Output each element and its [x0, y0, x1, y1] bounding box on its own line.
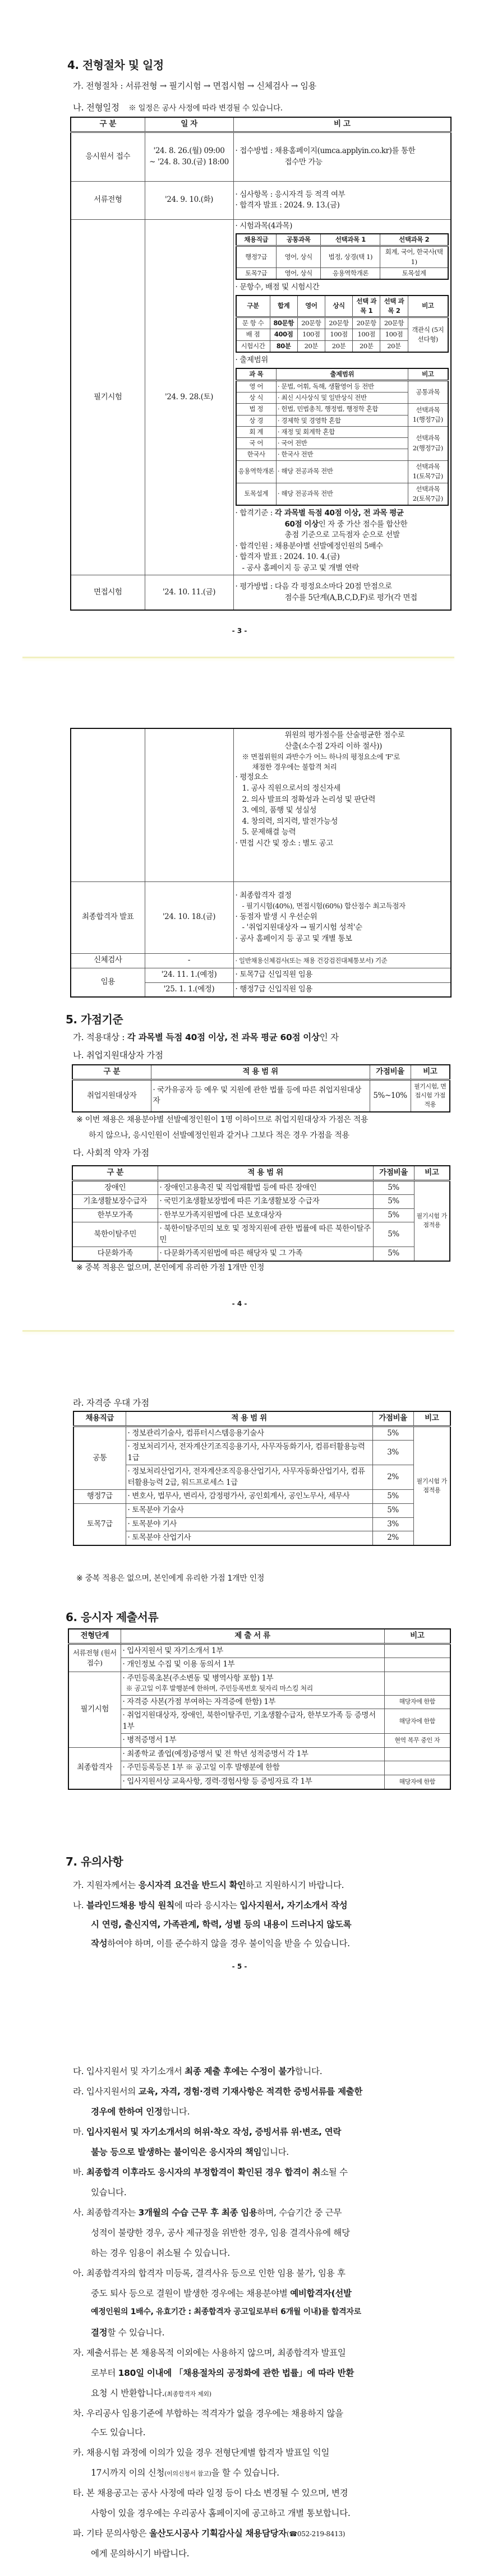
- notice-na-2: 시 연령, 출신지역, 가족관계, 학력, 성별 등의 내용이 드러나지 않도록: [91, 1919, 352, 1929]
- table-row: · 병적증명서 1부 현역 복무 중인 자: [68, 1734, 450, 1748]
- table-row: 법 정 · 헌법, 민법총칙, 행정법, 행정학 혼합 선택과목 1(행정7급): [236, 404, 449, 415]
- table-row: 취업지원대상자 · 국가유공자 등 예우 및 지원에 관한 법률 등에 따른 취업지원대상자 5%~10% 필기시험, 면접시험 가점적용: [72, 1079, 450, 1112]
- notice-ra-2: 경우에 한하여 인정합니다.: [91, 2107, 190, 2117]
- table-row: 배 점 400점 100점 100점 100점 100점: [236, 329, 449, 340]
- notice-ka-1: 카. 채용시험 과정에 이의가 있을 경우 전형단계별 합격자 발표일 익일: [73, 2448, 330, 2458]
- table-row: 한부모가족 · 한부모가족지원법에 다른 보호대상자 5%: [72, 1208, 450, 1222]
- announce-sub: - 공사 홈페이지 등 공고 및 개별 연락: [242, 563, 359, 573]
- notes-cell: · 시험과목(4과목) 채용직급 공통과목 선택과목 1 선택과목 2 행정7급 영어, 상식 법정, 상경(택 1) 회계, 국어, 한국사(택 1) 토목7급 영어, 상식 응용역학개론 토목설계 · 문항수, 배점 및 시험시간 구분 합계 영어 상식 선택 과목 1 선택 과목 2 비고 문 항 수 80문항 20문항 20문항 20문항 20문항 객관식 (5지 선다형) 배 점 400점 100점 100점 100점 100점 시험시간 80분 20분 20분 20분 20분 · 출제범위 과 목 출제범위 비고 영 어 · 문법, 어휘, 독해, 생활영어 등 전반 공통과목 상 식 · 최신 시사상식 및 일반상식 전반 법 정 · 헌법, 민법총칙, 행정법, 행정학 혼합 선택과목 1(행정7급) 상 경 · 경제학 및 경영학 혼합 회 계 · 재정 및 회계학 혼합 선택과목 2(행정7급) 국 어 · 국어 전반 한국사 · 한국사 전반 응용역학개론 · 해당 전공과목 전반 선택과목 1(토목7급) 토목설계 · 해당 전공과목 전반 선택과목 2(토목7급) · 합격기준 : 각 과목별 득점 40점 이상, 전 과목 평균 60점 이상인 자 중 가산 점수를 합산한 총점 기준으로 고득점자 순으로 선발 · 합격인원 : 채용분야별 선발예정인원의 5배수 · 합격자 발표 : 2024. 10. 4.(금) - 공사 홈페이지 등 공고 및 개별 연락: [233, 219, 451, 575]
- table-row-physical: 신체검사 - · 일반채용신체검사(또는 채용 건강검진대체통보서) 기준: [71, 953, 451, 968]
- employment-note-1: ※ 이번 채용은 채용분야별 선발예정인원이 1명 이하이므로 취업지원대상자 가점은 적용: [76, 1115, 369, 1124]
- notice-ja-2: 로부터 180일 이내에 「채용절차의 공정화에 관한 법률」에 따라 반환: [91, 2368, 354, 2378]
- subjects-table: 채용직급 공통과목 선택과목 1 선택과목 2 행정7급 영어, 상식 법정, 상경(택 1) 회계, 국어, 한국사(택 1) 토목7급 영어, 상식 응용역학개론 토목설계: [236, 233, 449, 280]
- cert-label: 라. 자격증 우대 가점: [73, 1398, 149, 1408]
- table-row: 영 어 · 문법, 어휘, 독해, 생활영어 등 전반 공통과목: [236, 380, 449, 392]
- notice-cha-1: 차. 우리공사 임용기준에 부합하는 적격자가 없을 경우에는 채용하지 않을: [73, 2408, 343, 2418]
- documents-table: 전형단계 제 출 서 류 비고 서류전형 (원서접수) · 입사지원서 및 자기소개서 1부 · 개인정보 수집 및 이용 동의서 1부 필기시험 · 주민등록초본(주소변동 및 병역사항 포함) 1부 ※ 공고일 이후 발행분에 한하며, 주민등록번호 뒷자리 마스킹 처리 · 자격증 사본(가점 부여하는 자격증에 한함) 1부 해당자에 한함 · 취업지원대상자, 장애인, 북한이탈주민, 기초생활수급자, 한부모가족 등 증명서 1부 해당자에 한함 · 병적증명서 1부 현역 복무 중인 자 최종합격자 · 최종학교 졸업(예정)증명서 및 전 학년 성적증명서 각 1부 · 주민등록등본 1부 ※ 공고일 이후 발행분에 한함 · 입사지원서상 교육사항, 경력·경험사항 등 증빙자료 각 1부 해당자에 한함: [68, 1628, 451, 1790]
- notice-ta-2: 사항이 있을 경우에는 우리공사 홈페이지에 공고하고 개별 통보합니다.: [91, 2508, 351, 2518]
- table-row: 최종합격자 · 최종학교 졸업(예정)증명서 및 전 학년 성적증명서 각 1부: [68, 1747, 450, 1761]
- notice-a-4: 결정할 수 있습니다.: [91, 2328, 165, 2338]
- notice-pa-2: 에게 문의하시기 바랍니다.: [91, 2549, 190, 2559]
- notice-cha-2: 수도 있습니다.: [91, 2427, 146, 2437]
- date-cell: '24. 10. 11.(금): [145, 575, 233, 610]
- phone-number: (☎052-219-8413): [286, 2530, 346, 2538]
- table-row: 토목7급 영어, 상식 응용역학개론 토목설계: [236, 267, 449, 279]
- table-row: · 토목분야 산업기사 2%: [73, 1531, 450, 1545]
- header-date: 일 자: [145, 117, 233, 132]
- notice-ma-2: 불능 등으로 발생하는 불이익은 응시자의 책임입니다.: [91, 2147, 289, 2157]
- section-5-title: 5. 가점기준: [66, 1013, 123, 1026]
- table-row: 서류전형 (원서접수) · 입사지원서 및 자기소개서 1부: [68, 1644, 450, 1658]
- table-row: 필기시험 · 주민등록초본(주소변동 및 병역사항 포함) 1부 ※ 공고일 이후 발행분에 한하며, 주민등록번호 뒷자리 마스킹 처리: [68, 1672, 450, 1695]
- date-cell: '24. 9. 10.(화): [145, 181, 233, 219]
- page-separator: [22, 657, 454, 658]
- stage-cell: 면접시험: [71, 575, 145, 610]
- announce: · 합격자 발표 : 2024. 10. 4.(금): [235, 552, 340, 562]
- employment-label: 나. 취업지원대상자 가점: [73, 1050, 163, 1060]
- table-row: 시험시간 80분 20분 20분 20분 20분: [236, 340, 449, 352]
- notice-a-3: 예정인원의 1배수, 유효기간 : 최종합격자 공고일로부터 6개월 이내)를 합격자로: [91, 2307, 361, 2316]
- table-row: · 취업지원대상자, 장애인, 북한이탈주민, 기초생활수급자, 한부모가족 등 증명서 1부 해당자에 한함: [68, 1709, 450, 1734]
- date-cell: '24. 9. 28.(토): [145, 219, 233, 575]
- section-4-title: 4. 전형절차 및 일정: [67, 58, 164, 72]
- table-row: · 자격증 사본(가점 부여하는 자격증에 한함) 1부 해당자에 한함: [68, 1695, 450, 1709]
- stage-cell: 응시원서 접수: [71, 132, 145, 181]
- table-row: 문 항 수 80문항 20문항 20문항 20문항 20문항 객관식 (5지 선다형): [236, 317, 449, 329]
- schedule-note: ※ 일정은 공사 사정에 따라 변경될 수 있습니다.: [128, 104, 283, 113]
- table-row: 토목7급 · 토목분야 기술사 5%: [73, 1503, 450, 1517]
- page-number-3: - 3 -: [232, 627, 247, 635]
- target-line: 가. 적용대상 : 각 과목별 득점 40점 이상, 전 과목 평균 60점 이상인 자: [73, 1032, 339, 1042]
- table-row: 상 경 · 경제학 및 경영학 혼합: [236, 415, 449, 426]
- table-row-final: 최종합격자 발표 '24. 10. 18.(금) · 최종합격자 결정 - 필기시험(40%), 면접시험(60%) 합산점수 최고득점자 · 동점자 발생 시 우선순위 - '취업지원대상자 → 필기시험 성적'순 · 공사 홈페이지 등 공고 및 개별 통보: [71, 881, 451, 953]
- table-row: [71, 575, 451, 610]
- table-row: 행정7급 · 변호사, 법무사, 변리사, 감정평가사, 공인회계사, 공인노무사, 세무사 5%: [73, 1490, 450, 1504]
- cert-note: ※ 중복 적용은 없으며, 본인에게 유리한 가점 1개만 인정: [76, 1574, 265, 1583]
- table-row-appointment: 임용 '24. 11. 1.(예정) · 토목7급 신입직원 임용: [71, 968, 451, 982]
- header-stage: 구 분: [71, 117, 145, 132]
- table-row: [71, 181, 451, 219]
- employment-bonus-table: 구 분 적 용 범 위 가점비율 비고 취업지원대상자 · 국가유공자 등 예우 및 지원에 관한 법률 등에 따른 취업지원대상자 5%~10% 필기시험, 면접시험 가점적용: [72, 1064, 450, 1112]
- table-row: 다문화가족 · 다문화가족지원법에 따른 해당자 및 그 가족 5%: [72, 1247, 450, 1261]
- notice-ka-2: 17시까지 이의 신청(이의신청서 참고)을 할 수 있습니다.: [91, 2468, 279, 2478]
- notice-ja-1: 자. 제출서류는 본 채용목적 이외에는 사용하지 않으며, 최종합격자 발표일: [73, 2348, 346, 2358]
- pass-criteria: · 합격기준 : 각 과목별 득점 40점 이상, 전 과목 평균: [235, 509, 404, 518]
- procedure-line: 가. 전형절차 : 서류전형 → 필기시험 → 면접시험 → 신체검사 → 임용: [73, 81, 316, 91]
- notice-ta-1: 타. 본 채용공고는 공사 사정에 따라 일정 등이 다소 변경될 수 있으며, 변경: [73, 2488, 348, 2498]
- schedule-table-continued: [70, 728, 452, 998]
- table-row-appointment: '25. 1. 1.(예정) · 행정7급 신입직원 임용: [71, 982, 451, 997]
- interview-cont-cell: 위원의 평가점수를 산술평균한 점수로 산출(소수점 2자리 이하 절사)) ※ 면접위원의 과반수가 어느 하나의 평정요소에 'F'로 채점한 경우에는 불합격 처리 · 평정요소 1. 공사 직원으로서의 정신자세 2. 의사 발표의 정확성과 논리성 및 판단력 3. 예의, 품행 및 성실성 4. 창의력, 의지력, 발전가능성 5. 문제해결 능력 · 면접 시간 및 장소 : 별도 공고: [233, 728, 451, 881]
- table-row: 공통 · 정보관리기술사, 컴퓨터시스템응용기술사 5% 필기시험 가점적용: [73, 1426, 450, 1441]
- social-bonus-table: 구 분 적 용 범 위 가점비율 비고 장애인 · 장애인고용촉진 및 직업재활법 등에 따른 장애인 5% 필기시험 가점적용 기초생활보장수급자 · 국민기초생활보장법에 따른 기초생활보장 수급자 5% 한부모가족 · 한부모가족지원법에 다른 보호대상자 5% 북한이탈주민 · 북한이탈주민의 보호 및 정착지원에 관한 법률에 따른 북한이탈주민 5% 다문화가족 · 다문화가족지원법에 따른 해당자 및 그 가족 5%: [72, 1165, 450, 1262]
- social-note: ※ 중복 적용은 없으며, 본인에게 유리한 가점 1개만 인정: [76, 1263, 265, 1272]
- table-row: [71, 132, 451, 181]
- notice-pa-1: 파. 기타 문의사항은 울산도시공사 기획감사실 채용담당자(☎052-219-8413): [73, 2528, 346, 2538]
- table-row: · 토목분야 기사 3%: [73, 1517, 450, 1531]
- notice-ga: 가. 지원자께서는 응시자격 요건을 반드시 확인하고 지원하시기 바랍니다.: [73, 1880, 344, 1890]
- notice-ra-1: 라. 입사지원서의 교육, 자격, 경험·경력 기재사항은 적격한 증빙서류를 제출한: [73, 2086, 363, 2097]
- notes-cell: · 평가방법 : 다음 각 평정요소마다 20점 만점으로 점수를 5단계(A,B,C,D,F)로 평가(각 면접: [233, 575, 451, 610]
- notice-ja-3: 요청 시 반환합니다.(최종합격자 제외): [91, 2388, 211, 2398]
- section-7-title: 7. 유의사항: [66, 1855, 123, 1868]
- notes-cell: · 심사항목 : 응시자격 등 적격 여부 · 합격자 발표 : 2024. 9. 13.(금): [233, 181, 451, 219]
- table-row: 한국사 · 한국사 전반: [236, 449, 449, 460]
- table-row: 국 어 · 국어 전반: [236, 438, 449, 449]
- stage-cell: 필기시험: [71, 219, 145, 575]
- notice-na-1: 나. 블라인드채용 방식 원칙에 따라 응시자는 입사지원서, 자기소개서 작성: [73, 1900, 348, 1910]
- notice-na-3: 작성하여야 하며, 이를 준수하지 않을 경우 불이익을 받을 수 있습니다.: [91, 1938, 350, 1949]
- employment-note-2: 하지 않으나, 응시인원이 선발예정인원과 같거나 그보다 적은 경우 가점을 적용: [89, 1131, 349, 1140]
- notice-ma-1: 마. 입사지원서 및 자기소개서의 허위·착오 작성, 증빙서류 위·변조, 연락: [73, 2127, 342, 2137]
- schedule-table: [70, 117, 452, 611]
- table-row: 상 식 · 최신 시사상식 및 일반상식 전반: [236, 393, 449, 404]
- schedule-label: 나. 전형일정: [73, 103, 119, 113]
- table-row: · 주민등록등본 1부 ※ 공고일 이후 발행분에 한함: [68, 1761, 450, 1775]
- table-row: 행정7급 영어, 상식 법정, 상경(택 1) 회계, 국어, 한국사(택 1): [236, 246, 449, 268]
- notice-da: 다. 입사지원서 및 자기소개서 최종 제출 후에는 수정이 불가합니다.: [73, 2066, 323, 2076]
- range-label: · 출제범위: [235, 355, 268, 364]
- subjects-label: · 시험과목(4과목): [235, 221, 293, 230]
- notice-ba-1: 바. 최종합격 이후라도 응시자의 부정합격이 확인된 경우 합격이 취소될 수: [73, 2167, 348, 2177]
- table-row: 회 계 · 재정 및 회계학 혼합 선택과목 2(행정7급): [236, 426, 449, 437]
- notice-a-1: 아. 최종합격자의 합격자 미등록, 결격사유 등으로 인한 임용 불가, 임용 후: [73, 2268, 346, 2278]
- section-6-title: 6. 응시자 제출서류: [66, 1610, 159, 1624]
- table-row: 응용역학개론 · 해당 전공과목 전반 선택과목 1(토목7급): [236, 460, 449, 483]
- table-header-row: [71, 117, 451, 132]
- table-row: · 정보처리기사, 전자계산기조직응용기사, 사무자동화기사, 컴퓨터활용능력 1급 3%: [73, 1441, 450, 1465]
- table-row: 토목설계 · 해당 전공과목 전반 선택과목 2(토목7급): [236, 483, 449, 505]
- cert-bonus-table: 채용직급 적 용 범 위 가점비율 비고 공통 · 정보관리기술사, 컴퓨터시스템응용기술사 5% 필기시험 가점적용 · 정보처리기사, 전자계산기조직응용기사, 사무자동화기사, 컴퓨터활용능력 1급 3% · 정보처리산업기사, 전자계산조직응용산업기사, 사무자동화산업기사, 컴퓨터활용능력 2급, 워드프로세스 1급 2% 행정7급 · 변호사, 법무사, 변리사, 감정평가사, 공인회계사, 공인노무사, 세무사 5% 토목7급 · 토목분야 기술사 5% · 토목분야 기사 3% · 토목분야 산업기사 2%: [73, 1411, 451, 1546]
- page-number-5: - 5 -: [232, 1963, 247, 1970]
- table-row-written-exam: [71, 219, 451, 575]
- notice-sa-1: 사. 최종합격자는 3개월의 수습 근무 후 최종 임용하며, 수습기간 중 근무: [73, 2208, 342, 2218]
- range-table: 과 목 출제범위 비고 영 어 · 문법, 어휘, 독해, 생활영어 등 전반 공통과목 상 식 · 최신 시사상식 및 일반상식 전반 법 정 · 헌법, 민법총칙, 행정법, 행정학 혼합 선택과목 1(행정7급) 상 경 · 경제학 및 경영학 혼합 회 계 · 재정 및 회계학 혼합 선택과목 2(행정7급) 국 어 · 국어 전반 한국사 · 한국사 전반 응용역학개론 · 해당 전공과목 전반 선택과목 1(토목7급) 토목설계 · 해당 전공과목 전반 선택과목 2(토목7급): [236, 368, 449, 506]
- date-cell: '24. 8. 26.(월) 09:00 ~ '24. 8. 30.(금) 18:00: [145, 132, 233, 181]
- table-row: 기초생활보장수급자 · 국민기초생활보장법에 따른 기초생활보장 수급자 5%: [72, 1195, 450, 1209]
- notice-a-2: 중도 퇴사 등으로 결원이 발생한 경우에는 채용분야별 예비합격자(선발: [91, 2288, 352, 2298]
- scoring-table: 구분 합계 영어 상식 선택 과목 1 선택 과목 2 비고 문 항 수 80문항 20문항 20문항 20문항 20문항 객관식 (5지 선다형) 배 점 400점 100점 100점 100점 100점 시험시간 80분 20분 20분 20분 20분: [236, 295, 449, 353]
- scoring-label: · 문항수, 배점 및 시험시간: [235, 283, 320, 292]
- table-row: · 개인정보 수집 및 이용 동의서 1부: [68, 1658, 450, 1672]
- schedule-heading: [73, 101, 283, 113]
- stage-cell: 서류전형: [71, 181, 145, 219]
- table-row: [71, 728, 451, 881]
- notes-cell: · 접수방법 : 채용홈페이지(umca.applyin.co.kr)를 통한 접수만 가능: [233, 132, 451, 181]
- notice-sa-3: 하는 경우 임용이 취소될 수 있습니다.: [91, 2248, 230, 2258]
- social-label: 다. 사회적 약자 가점: [73, 1148, 149, 1158]
- table-row: 북한이탈주민 · 북한이탈주민의 보호 및 정착지원에 관한 법률에 따른 북한이탈주민 5%: [72, 1222, 450, 1247]
- header-notes: 비 고: [233, 117, 451, 132]
- table-row: · 입사지원서상 교육사항, 경력·경험사항 등 증빙자료 각 1부 해당자에 한함: [68, 1775, 450, 1789]
- headcount: · 합격인원 : 채용분야별 선발예정인원의 5배수: [235, 541, 383, 551]
- notice-sa-2: 성적이 불량한 경우, 공사 제규정을 위반한 경우, 임용 결격사유에 해당: [91, 2228, 350, 2238]
- page-separator: [22, 1330, 454, 1332]
- notice-ba-2: 있습니다.: [91, 2187, 127, 2198]
- table-row: 장애인 · 장애인고용촉진 및 직업재활법 등에 따른 장애인 5% 필기시험 가점적용: [72, 1180, 450, 1195]
- table-row: · 정보처리산업기사, 전자계산조직응용산업기사, 사무자동화산업기사, 컴퓨터활용능력 2급, 워드프로세스 1급 2%: [73, 1465, 450, 1490]
- page-number-4: - 4 -: [232, 1300, 247, 1308]
